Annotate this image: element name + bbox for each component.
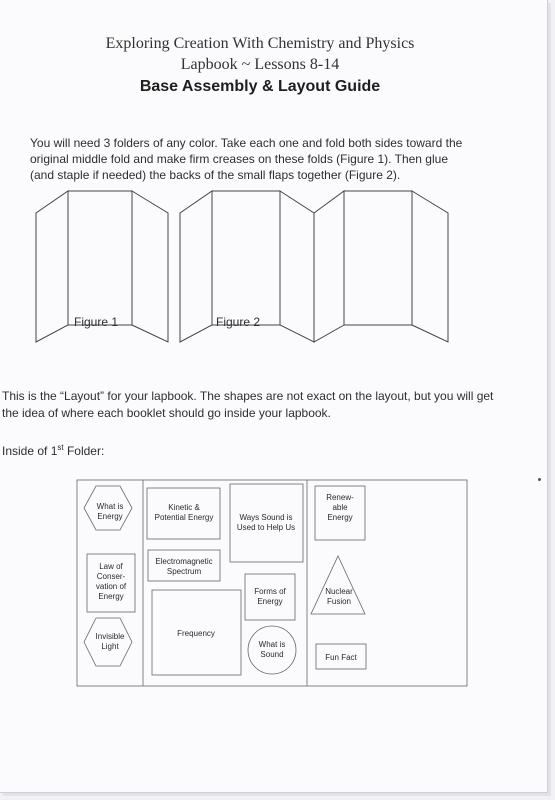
what-is-sound-line-1: What is — [258, 640, 286, 649]
figure-1-right-flap — [132, 191, 168, 342]
law-line-4: Energy — [98, 592, 124, 601]
renewable-line-1: Renew- — [326, 493, 354, 502]
figure-1-left-flap — [36, 191, 68, 342]
ways-sound-line-1: Ways Sound is — [239, 513, 293, 522]
folder-figures — [0, 185, 547, 345]
invisible-light-line-1: Invisible — [95, 632, 125, 641]
figure-2-right-flap — [412, 191, 448, 342]
folder-layout-diagram — [74, 478, 474, 690]
nuclear-fusion-line-1: Nuclear — [325, 587, 353, 596]
figure-2-joined-flap — [280, 191, 314, 342]
renewable-line-2: able — [332, 503, 348, 512]
title-line-3: Base Assembly & Layout Guide — [139, 78, 381, 95]
figure-2-label: Figure 2 — [216, 315, 261, 329]
title-line-2: Lapbook ~ Lessons 8-14 — [180, 56, 340, 73]
kinetic-line-1: Kinetic & — [168, 503, 200, 512]
law-line-2: Conser- — [96, 572, 126, 581]
stray-mark — [538, 478, 541, 481]
what-is-sound-line-2: Sound — [260, 650, 284, 659]
title-line-1: Exploring Creation With Chemistry and Physics — [105, 35, 415, 52]
intro-line-2: original middle fold and make firm creases on these folds (Figure 1). Then glue — [30, 152, 448, 166]
kinetic-line-2: Potential Energy — [154, 513, 214, 522]
layout-paragraph — [2, 388, 547, 422]
intro-line-1: You will need 3 folders of any color. Take each one and fold both sides toward the — [30, 136, 463, 150]
figure-2-second-middle-panel — [344, 191, 412, 325]
figure-1-middle-panel — [68, 191, 132, 325]
nuclear-fusion-line-2: Fusion — [326, 597, 352, 606]
figure-2-left-flap — [180, 191, 212, 342]
forms-energy-line-2: Energy — [257, 597, 283, 606]
what-is-energy-line-1: What is — [96, 502, 124, 511]
law-line-3: vation of — [95, 582, 127, 591]
electromagnetic-line-2: Spectrum — [166, 567, 202, 576]
layout-line-2: the idea of where each booklet should go inside your lapbook. — [2, 406, 331, 420]
law-line-1: Law of — [99, 562, 123, 571]
figure-2-middle-panel — [212, 191, 280, 325]
intro-paragraph — [30, 135, 530, 183]
renewable-line-3: Energy — [327, 513, 353, 522]
intro-line-3: (and staple if needed) the backs of the small flaps together (Figure 2). — [30, 168, 401, 182]
frequency-label: Frequency — [177, 629, 215, 638]
ways-sound-line-2: Used to Help Us — [236, 523, 296, 532]
invisible-light-line-2: Light — [101, 642, 119, 651]
figure-2-joined-flap-back — [314, 191, 344, 342]
electromagnetic-line-1: Electromagnetic — [155, 557, 213, 566]
figure-1-label: Figure 1 — [74, 315, 119, 329]
layout-line-1: This is the “Layout” for your lapbook. The shapes are not exact on the layout, but you will get — [2, 389, 494, 403]
what-is-energy-line-2: Energy — [97, 512, 123, 521]
fun-fact-label: Fun Fact — [325, 653, 357, 662]
forms-energy-line-1: Forms of — [254, 587, 286, 596]
inside-first-folder-heading: Inside of 1st Folder: — [2, 443, 105, 458]
